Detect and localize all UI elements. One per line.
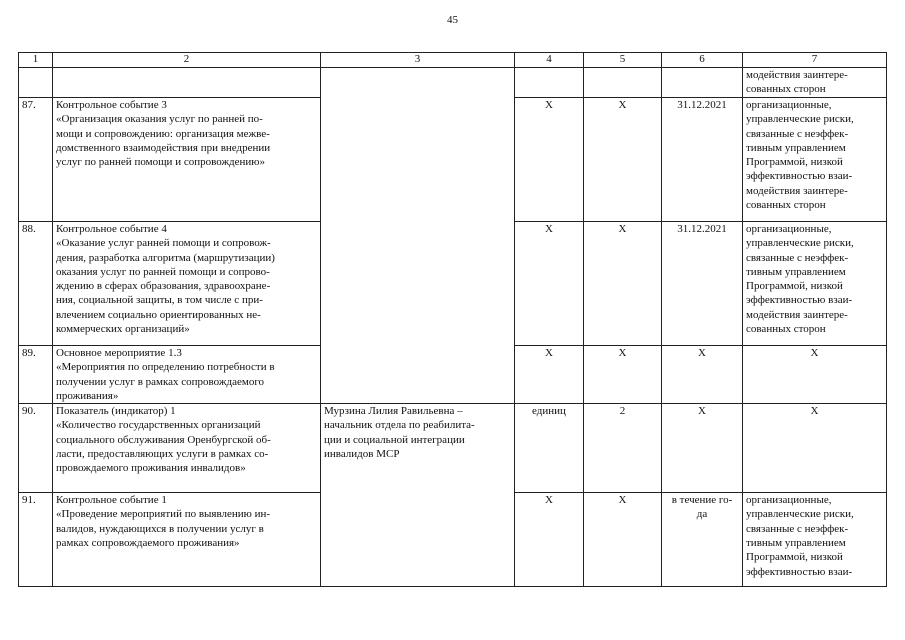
cell-description: Контрольное событие 3 «Организация оказания услуг по ранней по- мощи и сопровождению: организация межве- домственного взаимодействия при внедрении услуг по ранней помощи и сопровождению» (53, 98, 321, 222)
column-header: 5 (584, 53, 662, 68)
cell-deadline: 31.12.2021 (662, 98, 743, 222)
row-number: 88. (19, 222, 53, 346)
column-header: 1 (19, 53, 53, 68)
cell-risks: организационные, управленческие риски, связанные с неэффек- тивным управлением Программой, низкой эффективностью взаи- (743, 493, 887, 587)
cell-description: Показатель (индикатор) 1 «Количество государственных организаций социального обслуживания Оренбургской об- ласти, предоставляющих услуги в рамках со- провождаемого проживания инвалидов» (53, 404, 321, 493)
cell-unit: Х (584, 346, 662, 404)
cell-risks: модействия заинтере- сованных сторон (743, 68, 887, 98)
column-number-row (19, 53, 887, 68)
row-number: 90. (19, 404, 53, 493)
cell-unit (515, 68, 584, 98)
cell-deadline: Х (743, 346, 887, 404)
cell-risks: организационные, управленческие риски, связанные с неэффек- тивным управлением Программой, низкой эффективностью взаи- модействия заинтере- сованных сторон (743, 98, 887, 222)
column-header: 4 (515, 53, 584, 68)
cell-deadline: в течение го- да (662, 493, 743, 587)
column-header: 6 (662, 53, 743, 68)
cell-deadline: Х (662, 404, 743, 493)
cell-deadline (662, 68, 743, 98)
cell-value: Х (584, 222, 662, 346)
measures-table (18, 52, 887, 587)
row-number: 91. (19, 493, 53, 587)
cell-risks: Х (743, 404, 887, 493)
column-header: 2 (53, 53, 321, 68)
page-number: 45 (447, 14, 458, 26)
cell-unit: Х (515, 98, 584, 222)
column-header: 7 (743, 53, 887, 68)
cell-deadline: 31.12.2021 (662, 222, 743, 346)
table-row (19, 404, 887, 493)
row-number: 89. (19, 346, 53, 404)
column-header: 3 (321, 53, 515, 68)
cell-risks: организационные, управленческие риски, связанные с неэффек- тивным управлением Программой, низкой эффективностью взаи- модействия заинтере- сованных сторон (743, 222, 887, 346)
cell-value: Х (584, 98, 662, 222)
cell-value (584, 68, 662, 98)
cell-responsible: Х (515, 346, 584, 404)
cell-responsible (321, 68, 515, 404)
cell-responsible: Мурзина Лилия Равильевна – начальник отдела по реабилита- ции и социальной интеграции инвалидов МСР (321, 404, 515, 587)
cell-unit: единиц (515, 404, 584, 493)
cell-unit: Х (515, 222, 584, 346)
cell-num (19, 68, 53, 98)
cell-value: Х (662, 346, 743, 404)
cell-description: Основное мероприятие 1.3 «Мероприятия по определению потребности в получении услуг в рамках сопровождаемого проживания» (53, 346, 321, 404)
row-number: 87. (19, 98, 53, 222)
cell-description: Контрольное событие 4 «Оказание услуг ранней помощи и сопровож- дения, разработка алгоритма (маршрутизации) оказания услуг по ранней помощи и сопрово- ждению в сферах образования, здравоохране- ния, социальной защиты, в том числе с при- влечением социально ориентированных не- коммерческих организаций» (53, 222, 321, 346)
cell-description: Контрольное событие 1 «Проведение мероприятий по выявлению ин- валидов, нуждающихся в получении услуг в рамках сопровождаемого проживания» (53, 493, 321, 587)
cell-value: Х (584, 493, 662, 587)
cell-unit: Х (515, 493, 584, 587)
table-row (19, 68, 887, 98)
cell-description (53, 68, 321, 98)
cell-value: 2 (584, 404, 662, 493)
